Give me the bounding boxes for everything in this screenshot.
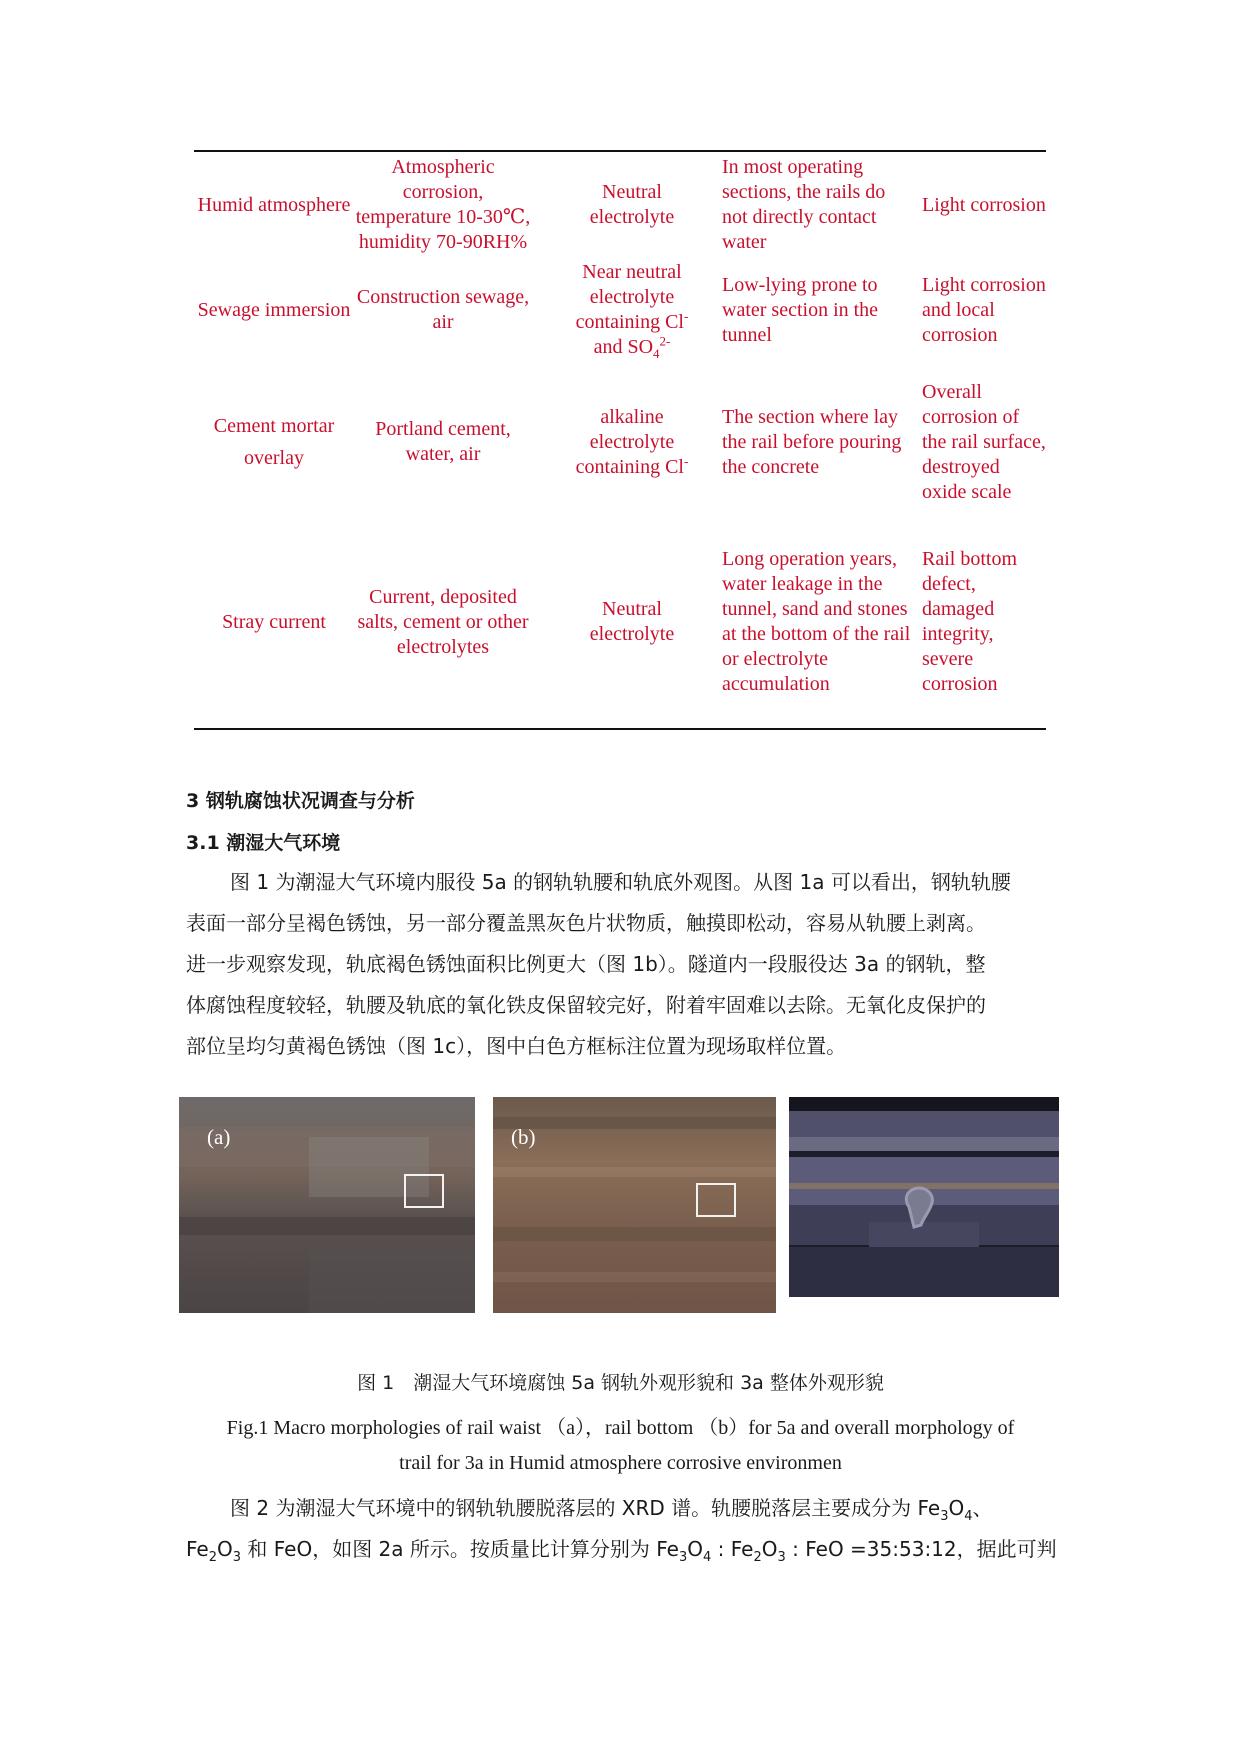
cell-electrolyte <box>572 260 692 360</box>
cell-factors: Construction sewage, air <box>356 286 530 333</box>
paragraph-line <box>186 1529 1057 1570</box>
cell-factors: Atmospheric corrosion, temperature 10-30℃, humidity 70-90RH% <box>355 156 531 253</box>
subscript: 3 <box>678 1550 688 1565</box>
table-top-rule <box>194 150 1046 152</box>
paragraph-line: 进一步观察发现，轨底褐色锈蚀面积比例更大（图 1b）。隧道内一段服役达 3a 的钢轨，整 <box>186 952 986 976</box>
subscript: 2 <box>208 1550 217 1565</box>
electrolyte-line: Near neutral <box>582 261 682 283</box>
sampling-box <box>404 1174 444 1208</box>
cell-environment: Cement mortar overlay <box>213 415 335 469</box>
sampling-box <box>696 1183 736 1217</box>
text-run: O <box>948 1496 965 1520</box>
text-run: 图 2 为潮湿大气环境中的钢轨轨腰脱落层的 XRD 谱。轨腰脱落层主要成分为 Fe <box>230 1496 941 1520</box>
figure-caption-cn: 图 1 潮湿大气环境腐蚀 5a 钢轨外观形貌和 3a 整体外观形貌 <box>357 1372 884 1394</box>
subscript: 4 <box>703 1550 712 1565</box>
figure-caption-en-2: trail for 3a in Humid atmosphere corrosive environmen <box>399 1452 842 1474</box>
photo-rail-waist <box>179 1097 475 1313</box>
cell-electrolyte <box>572 372 692 512</box>
paragraph-line: 图 1 为潮湿大气环境内服役 5a 的钢轨轨腰和轨底外观图。从图 1a 可以看出，钢轨轨腰 <box>230 870 1011 894</box>
electrolyte-line: alkaline <box>600 405 664 428</box>
subscript: 4 <box>653 346 660 361</box>
cell-result: Overall corrosion of the rail surface, destroyed oxide scale <box>922 380 1046 503</box>
paragraph-line <box>186 1488 1054 1529</box>
subscript: 3 <box>777 1550 786 1565</box>
superscript: 2- <box>659 333 671 349</box>
cell-section: Long operation years, water leakage in the tunnel, sand and stones at the bottom of the rail or electrolyte accumulation <box>722 548 911 695</box>
electrolyte-line: electrolyte <box>589 286 675 308</box>
cell-factors: Current, deposited salts, cement or other electrolytes <box>357 585 529 658</box>
superscript: - <box>683 308 689 324</box>
text-run: 和 FeO，如图 2a 所示。按质量比计算分别为 Fe <box>241 1537 679 1561</box>
subsection-heading: 3.1 潮湿大气环境 <box>186 832 341 854</box>
photo-rail-bottom <box>493 1097 776 1313</box>
table-row <box>194 372 1046 512</box>
paragraph-line: 体腐蚀程度较轻，轨腰及轨底的氧化铁皮保留较完好，附着牢固难以去除。无氧化皮保护的 <box>186 993 986 1017</box>
cell-result: Light corrosion <box>922 193 1046 216</box>
paragraph-line: 表面一部分呈褐色锈蚀，另一部分覆盖黑灰色片状物质，触摸即松动，容易从轨腰上剥离。 <box>186 911 986 935</box>
table-row <box>194 156 1046 254</box>
electrolyte-line: containing Cl <box>575 311 684 333</box>
text-run: 、 <box>972 1496 993 1520</box>
electrolyte-line: containing Cl <box>575 455 684 478</box>
cell-environment: Stray current <box>222 611 326 633</box>
photo-overall-rail <box>789 1097 1059 1297</box>
overall-rail-image <box>789 1097 1059 1297</box>
superscript: - <box>683 452 689 468</box>
cell-result: Rail bottom defect, damaged integrity, severe corrosion <box>922 548 1017 695</box>
cell-section: The section where lay the rail before pouring the concrete <box>722 405 902 478</box>
paragraph <box>186 1488 1057 1570</box>
cell-electrolyte: Neutral electrolyte <box>589 598 675 645</box>
text-run: O <box>217 1537 233 1561</box>
text-run: Fe <box>186 1537 209 1561</box>
figure-label-a: (a) <box>207 1125 231 1149</box>
subscript: 2 <box>753 1550 762 1565</box>
subscript: 4 <box>964 1509 973 1524</box>
subscript: 3 <box>232 1550 242 1565</box>
cell-result: Light corrosion and local corrosion <box>922 273 1046 346</box>
table-row <box>194 522 1046 722</box>
electrolyte-line: electrolyte <box>589 430 675 453</box>
cell-environment: Sewage immersion <box>197 299 351 321</box>
cell-environment: Humid atmosphere <box>197 194 351 216</box>
figure-label-b: (b) <box>511 1125 536 1149</box>
figure-caption-en-1: Fig.1 Macro morphologies of rail waist （a），rail bottom （b）for 5a and overall morphology of <box>226 1417 1015 1439</box>
cell-section: In most operating sections, the rails do not directly contact water <box>722 156 886 253</box>
text-run: : FeO =35:53:12，据此可判 <box>785 1537 1057 1561</box>
subscript: 3 <box>940 1509 949 1524</box>
paragraph-line: 部位呈均匀黄褐色锈蚀（图 1c），图中白色方框标注位置为现场取样位置。 <box>186 1034 847 1058</box>
text-run: : Fe <box>711 1537 754 1561</box>
table-row <box>194 260 1046 360</box>
cell-electrolyte: Neutral electrolyte <box>589 181 675 228</box>
table-bottom-rule <box>194 728 1046 730</box>
electrolyte-line: and SO <box>593 336 654 358</box>
paragraph <box>186 862 1054 1067</box>
text-run: O <box>687 1537 704 1561</box>
section-heading: 3 钢轨腐蚀状况调查与分析 <box>186 790 415 812</box>
cell-factors: Portland cement, water, air <box>375 418 511 465</box>
cell-section: Low-lying prone to water section in the tunnel <box>722 273 879 346</box>
text-run: O <box>761 1537 778 1561</box>
